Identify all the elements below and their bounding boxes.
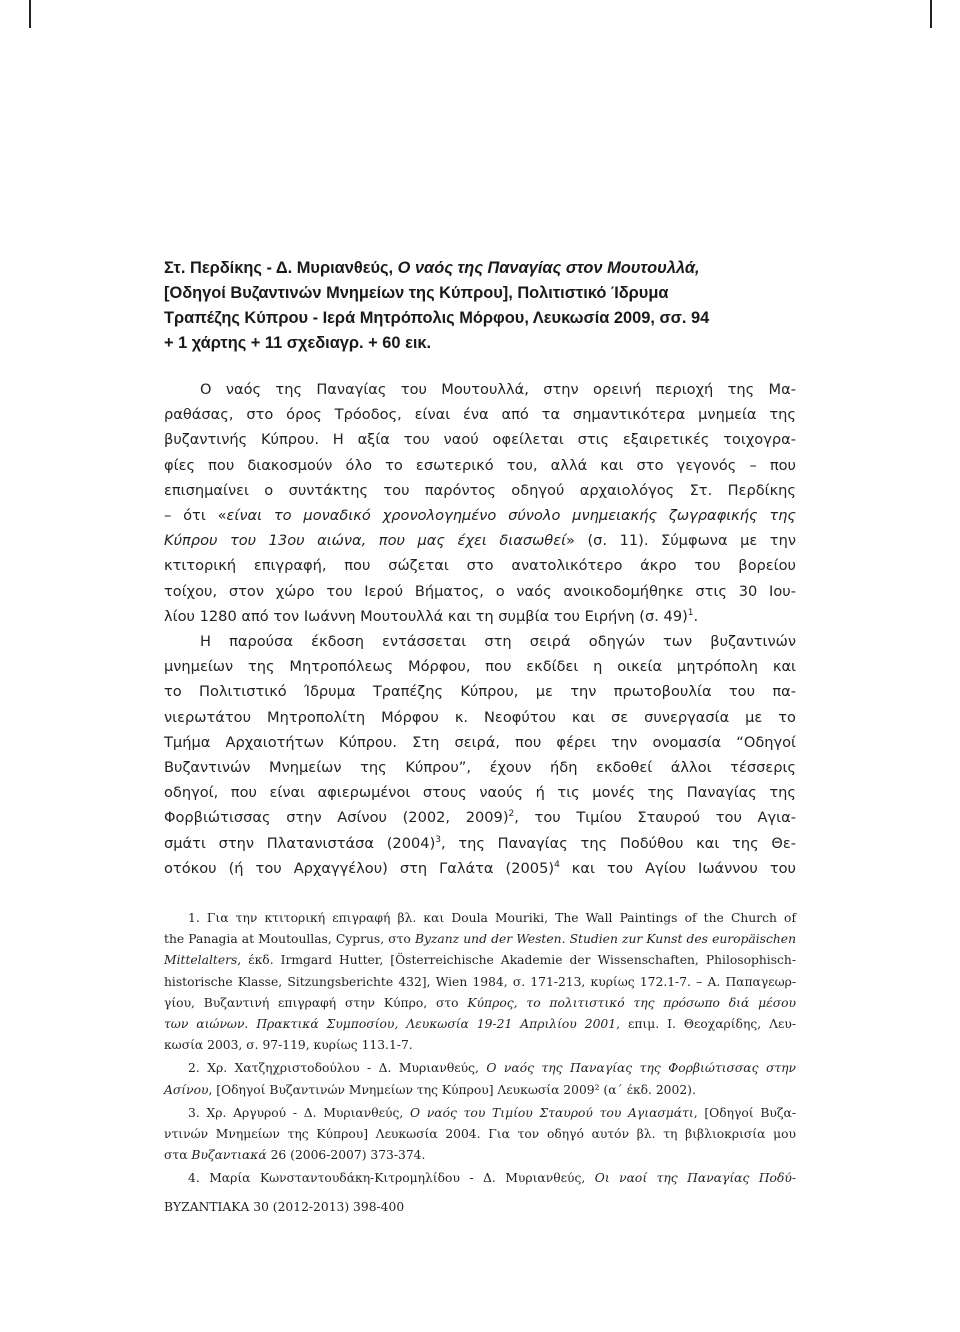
footnote-ref: 3 [435, 834, 441, 845]
body-line: Βυζαντινών Μνημείων της Κύπρου”, έχουν ήδη εκδοθεί άλλοι τέσσερις [164, 759, 796, 777]
footnote-ref: 4 [554, 860, 560, 870]
footnote-ref: 2 [508, 809, 515, 820]
heading-line: Τραπέζης Κύπρου - Ιερά Μητρόπολις Μόρφου, Λευκωσία 2009, σσ. 94 [164, 309, 710, 327]
body-line: κτιτορική επιγραφή, που σώζεται στο ανατολικότερο άκρο του βορείου [164, 557, 796, 575]
body-line: βυζαντινής Κύπρου. Η αξία του ναού οφείλεται στις εξαιρετικές τοιχογρα- [164, 431, 796, 449]
body-line: το Πολιτιστικό Ίδρυμα Τραπέζης Κύπρου, με την πρωτοβουλία του πα- [164, 683, 796, 701]
footnote-3-line: στα Βυζαντιακά 26 (2006-2007) 373-374. [164, 1148, 426, 1163]
body-line: Η παρούσα έκδοση εντάσσεται στη σειρά οδηγών των βυζαντινών [200, 633, 796, 651]
body-line: Τμήμα Αρχαιοτήτων Κύπρου. Στη σειρά, που φέρει την ονομασία “Οδηγοί [164, 733, 796, 751]
heading-line: [Οδηγοί Βυζαντινών Μνημείων της Κύπρου], Πολιτιστικό Ίδρυμα [164, 284, 669, 302]
heading-line: + 1 χάρτης + 11 σχεδιαγρ. + 60 εικ. [164, 334, 432, 352]
footnote-4-line: 4. Μαρία Κωνσταντουδάκη-Κιτρομηλίδου - Δ. Μυριανθεύς, Οι ναοί της Παναγίας Ποδύ- [188, 1171, 796, 1186]
body-line: οτόκου (ή του Αρχαγγέλου) στη Γαλάτα $(2005)^4$ και του Αγίου Ιωάννου του [164, 859, 796, 877]
footnote-3-line: ντινών Μνημείων της Κύπρου] Λευκωσία 2004. Για τον οδηγό αυτόν βλ. τη βιβλιοκρισία μου [164, 1127, 796, 1142]
body-line: Φορβιώτισσας στην Ασίνου (2002, 2009)$^2$, του Τιμίου Σταυρού του Αγια- [164, 809, 796, 827]
footnote-1-line: the Panagia at Moutoullas, Cyprus, στο Byzanz und der Westen. Studien zur Kunst des europäischen [164, 932, 796, 947]
quote-text: Κύπρου του 13ου αιώνα, που μας έχει διασωθεί [164, 532, 567, 550]
heading-line [164, 256, 796, 281]
body-line: φίες που διακοσμούν όλο το εσωτερικό του, αλλά και στο γεγονός – που [164, 456, 796, 474]
footnote-1-line: 1. Για την κτιτορική επιγραφή βλ. και Doula Mouriki, The Wall Paintings of the Church of [188, 911, 796, 925]
footnotes [164, 908, 796, 1190]
body-line: Κύπρου του 13ου αιώνα, που μας έχει διασωθεί» (σ. 11). Σύμφωνα με την [164, 532, 796, 550]
body-line: λίου 1280 από τον Ιωάννη Μουτουλλά και τη συμβία του Ειρήνη (σ. 49)$^1$. [164, 607, 699, 625]
footnote-1-line: των αιώνων. Πρακτικά Συμποσίου, Λευκωσία 19-21 Απριλίου 2001, επιμ. Ι. Θεοχαρίδης, Λευ- [164, 1017, 796, 1032]
body-line: ραθάσας, στο όρος Τρόοδος, είναι ένα από τα σημαντικότερα μνημεία της [164, 406, 796, 424]
crop-mark-right [930, 0, 932, 28]
body-line: οδηγοί, που είναι αφιερωμένοι στους ναούς ή τις μονές της Παναγίας της [164, 784, 796, 802]
body-line: τοίχου, στον χώρο του Ιερού Βήματος, ο ναός ανοικοδομήθηκε στις 30 Ιου- [164, 582, 796, 600]
body-line: μνημείων της Μητροπόλεως Μόρφου, που εκδίδει η οικεία μητρόπολη και [164, 658, 796, 676]
footnote-1-line: historische Klasse, Sitzungsberichte 432], Wien 1984, σ. 171-213, κυρίως 172.1-7. – Α. Παπαγεωρ- [164, 974, 796, 989]
review-heading [164, 256, 796, 356]
heading-authors: Στ. Περδίκης - Δ. Μυριανθεύς, [164, 259, 398, 277]
footnote-ref: 1 [687, 607, 694, 618]
footnote-1-line: γίου, Βυζαντινή επιγραφή στην Κύπρο, στο Κύπρος, το πολιτιστικό της πρόσωπο διά μέσου [164, 995, 796, 1010]
heading-title: Ο ναός της Παναγίας στον Μουτουλλά, [397, 259, 700, 277]
quote-text: είναι το μοναδικό χρονολογημένο σύνολο μνημειακής ζωγραφικής της [226, 507, 796, 525]
body-line: νιερωτάτου Μητροπολίτη Μόρφου κ. Νεοφύτου και σε συνεργασία με το [164, 708, 796, 726]
footnote-2-line: Ασίνου, [Οδηγοί Βυζαντινών Μνημείων της Κύπρου] Λευκωσία 2009² (α΄ έκδ. 2002). [164, 1082, 696, 1097]
footnote-1-line: Mittelalters, έκδ. Irmgard Hutter, [Österreichische Akademie der Wissenschaften, Philosophisch- [164, 953, 796, 968]
body-line: σμάτι στην Πλατανιστάσα $(2004)^3$, της Παναγίας της Ποδύθου και της Θε- [164, 834, 796, 852]
body-line: επισημαίνει ο συντάκτης του παρόντος οδηγού αρχαιολόγος Στ. Περδίκης [164, 481, 796, 499]
footnote-2-line: 2. Χρ. Χατζηχριστοδούλου - Δ. Μυριανθεύς, Ο ναός της Παναγίας της Φορβιώτισσας στην [188, 1061, 796, 1076]
journal-citation: ΒΥΖΑΝΤΙΑΚΑ 30 (2012-2013) 398-400 [164, 1200, 405, 1214]
body-line: Ο ναός της Παναγίας του Μουτουλλά, στην ορεινή περιοχή της Μα- [200, 381, 796, 398]
footnote-1-line: κωσία 2003, σ. 97-119, κυρίως 113.1-7. [164, 1038, 413, 1053]
review-body [164, 377, 796, 881]
footnote-3-line: 3. Χρ. Αργυρού - Δ. Μυριανθεύς, Ο ναός του Τιμίου Σταυρού του Αγιασμάτι, [Οδηγοί Βυζα- [188, 1105, 796, 1120]
body-line: – ότι «είναι το μοναδικό χρονολογημένο σύνολο μνημειακής ζωγραφικής της [164, 507, 796, 525]
crop-mark-left [29, 0, 31, 28]
